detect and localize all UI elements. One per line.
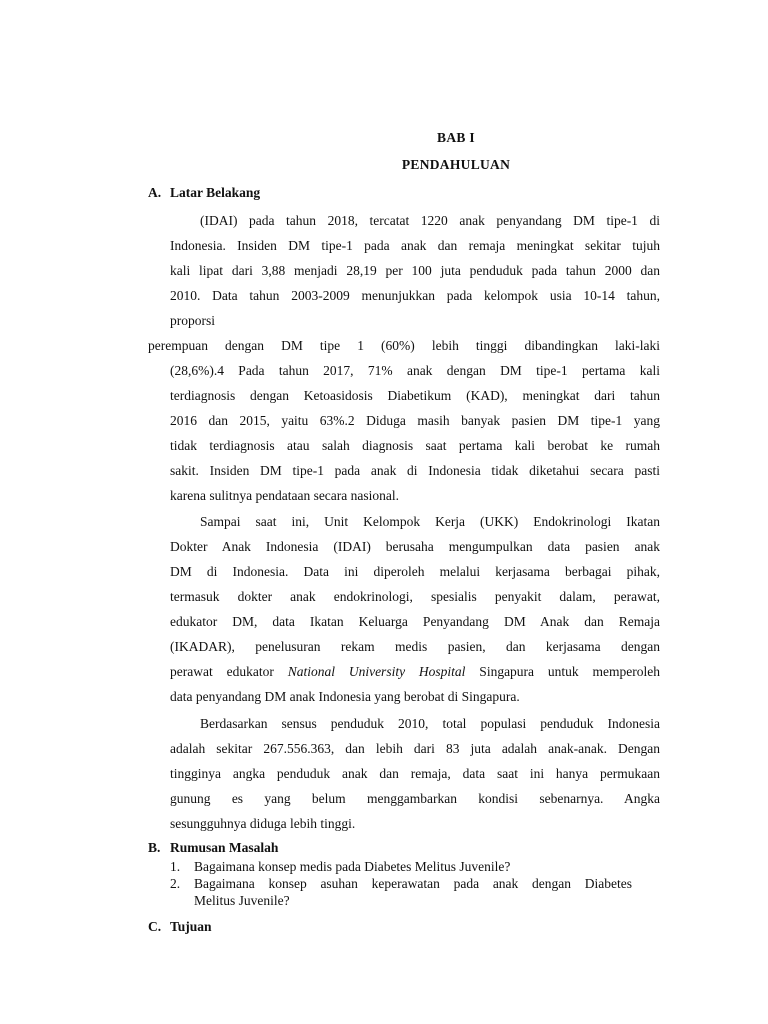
paragraph-line: proporsi (170, 313, 215, 328)
paragraph-line: tingginya angka penduduk anak dan remaja, data saat ini hanya permukaan (170, 766, 660, 781)
paragraph-line: karena sulitnya pendataan secara nasional. (170, 488, 400, 503)
paragraph-line: sakit. Insiden DM tipe-1 pada anak di Indonesia tidak diketahui secara pasti (170, 463, 660, 478)
paragraph-1 (170, 208, 660, 333)
line-text: perawat edukator (170, 664, 288, 679)
section-b-letter: B. (148, 840, 161, 855)
list-text: Bagaimana konsep medis pada Diabetes Melitus Juvenile? (194, 859, 511, 874)
paragraph-line: edukator DM, data Ikatan Keluarga Penyandang DM Anak dan Remaja (170, 614, 660, 629)
paragraph-line: sesungguhnya diduga lebih tinggi. (170, 816, 356, 831)
hospital-name: National University Hospital (287, 664, 466, 679)
section-a-heading (148, 185, 260, 201)
paragraph-line: gunung es yang belum menggambarkan kondisi sebenarnya. Angka (170, 791, 660, 806)
paragraph-line: kali lipat dari 3,88 menjadi 28,19 per 100 juta penduduk pada tahun 2000 dan (170, 263, 660, 278)
paragraph-line: (IDAI) pada tahun 2018, tercatat 1220 anak penyandang DM tipe-1 di (200, 213, 660, 228)
paragraph-line: data penyandang DM anak Indonesia yang berobat di Singapura. (170, 689, 520, 704)
section-c-letter: C. (148, 919, 162, 934)
paragraph-line: adalah sekitar 267.556.363, dan lebih dari 83 juta adalah anak-anak. Dengan (170, 741, 660, 756)
section-c-title: Tujuan (170, 919, 212, 934)
line-text: Singapura untuk memperoleh (465, 664, 660, 679)
section-b-title: Rumusan Masalah (170, 840, 279, 855)
paragraph-line: termasuk dokter anak endokrinologi, spesialis penyakit dalam, perawat, (170, 589, 660, 604)
paragraph-line: 2010. Data tahun 2003-2009 menunjukkan pada kelompok usia 10-14 tahun, (170, 288, 660, 303)
paragraph-1c (170, 358, 660, 508)
list-item (170, 875, 660, 909)
paragraph-line: Indonesia. Insiden DM tipe-1 pada anak dan remaja meningkat sekitar tujuh (170, 238, 660, 253)
chapter-title: PENDAHULUAN (401, 157, 511, 172)
list-text-cont: Melitus Juvenile? (194, 893, 290, 908)
paragraph-line: terdiagnosis dengan Ketoasidosis Diabetikum (KAD), meningkat dari tahun (170, 388, 660, 403)
paragraph-3 (170, 711, 660, 836)
paragraph-line: tidak terdiagnosis atau salah diagnosis saat pertama kali berobat ke rumah (170, 438, 660, 453)
section-c-heading (148, 919, 212, 935)
section-b-heading (148, 840, 278, 856)
paragraph-line-italic-org (170, 659, 660, 684)
chapter-number: BAB I (437, 130, 475, 145)
paragraph-line: DM di Indonesia. Data ini diperoleh melalui kerjasama berbagai pihak, (170, 564, 660, 579)
paragraph-1b (148, 333, 660, 358)
list-text: Bagaimana konsep asuhan keperawatan pada anak dengan Diabetes (194, 876, 632, 891)
problem-list (170, 858, 660, 909)
paragraph-line: (28,6%).4 Pada tahun 2017, 71% anak dengan DM tipe-1 pertama kali (170, 363, 660, 378)
list-number: 1. (170, 859, 181, 874)
paragraph-line: Dokter Anak Indonesia (IDAI) berusaha mengumpulkan data pasien anak (170, 539, 660, 554)
paragraph-line: perempuan dengan DM tipe 1 (60%) lebih tinggi dibandingkan laki-laki (148, 338, 660, 353)
paragraph-2 (170, 509, 660, 709)
section-a-letter: A. (148, 185, 162, 200)
section-a-title: Latar Belakang (170, 185, 261, 200)
list-number: 2. (170, 876, 181, 891)
paragraph-line: (IKADAR), penelusuran rekam medis pasien, dan kerjasama dengan (170, 639, 660, 654)
list-item (170, 858, 660, 875)
paragraph-line: Sampai saat ini, Unit Kelompok Kerja (UKK) Endokrinologi Ikatan (200, 514, 660, 529)
paragraph-line: 2016 dan 2015, yaitu 63%.2 Diduga masih banyak pasien DM tipe-1 yang (170, 413, 660, 428)
paragraph-line: Berdasarkan sensus penduduk 2010, total populasi penduduk Indonesia (200, 716, 660, 731)
